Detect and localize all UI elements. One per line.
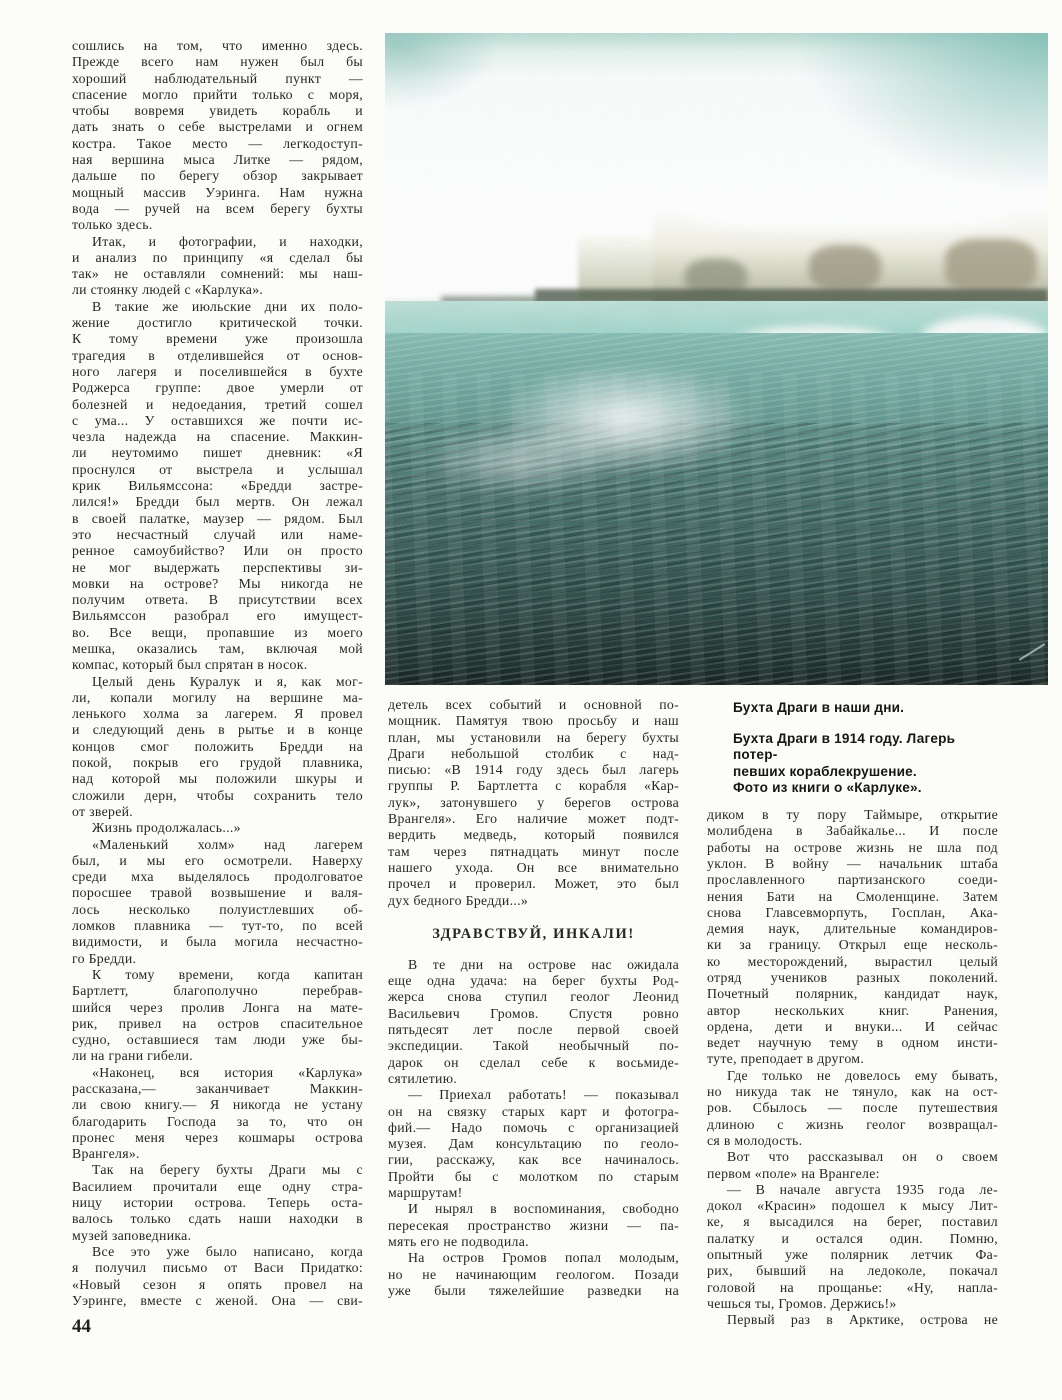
text-line: мощный массив Уэринга. Нам нужна <box>72 184 363 200</box>
text-line: ров. Сбылось — после путешествия <box>707 1100 998 1116</box>
text-line: он на связку старых карт и фотогра- <box>388 1103 679 1119</box>
text-line: жерса снова ступил геолог Леонид <box>388 989 679 1005</box>
text-line: го Бредди. <box>72 950 137 966</box>
text-line: Все это уже было написано, когда <box>92 1243 363 1259</box>
text-line: так» не оставляли сомнений: мы наш- <box>72 266 363 282</box>
text-line: ли, копали могилу на вершине ма- <box>72 689 363 705</box>
text-line: в своей палатке, маузер — рядом. Был <box>72 510 363 526</box>
text-line: ся в молодость. <box>707 1132 803 1148</box>
text-line: «Новый сезон я опять провел на <box>72 1276 363 1292</box>
text-line: получим ответа. В присутствии всех <box>72 592 363 608</box>
text-line: ли на грани гибели. <box>72 1048 193 1064</box>
text-line: и анализ по принципу «я сделал бы <box>72 249 363 265</box>
text-line: дух бедного Бредди...» <box>388 892 529 908</box>
text-column-left <box>72 38 363 1309</box>
text-line: лук», затонувшего у берегов острова <box>388 794 679 810</box>
text-line: чешься ты, Громов. Держись!» <box>707 1295 897 1311</box>
photo-caption-line: Бухта Драги в 1914 году. Лагерь потер- <box>733 731 956 763</box>
text-line: фий.— Надо помочь с организацией <box>388 1119 679 1135</box>
text-line: прославленного партизанского соеди- <box>707 872 998 888</box>
text-line: но никуда так не тянуло, как на ост- <box>707 1084 998 1100</box>
photo-grain-overlay <box>385 33 1048 685</box>
text-line: ке, я высадился на берег, поставил <box>707 1214 998 1230</box>
text-line: Так на берегу бухты Драги мы с <box>92 1162 363 1178</box>
text-line: еще одна удача: на берег бухты Род- <box>388 973 679 989</box>
text-line: уклон. В войну — начальник штаба <box>707 855 998 871</box>
photo-caption-line: Бухта Драги в наши дни. <box>733 700 905 715</box>
text-line: нения Бати на Смоленщине. Затем <box>707 888 998 904</box>
text-column-right <box>707 700 998 1329</box>
text-line: Врангеля». <box>72 1146 140 1162</box>
text-line: во. Все вещи, пропавшие из моего <box>72 624 363 640</box>
text-line: Первый раз в Арктике, острова не <box>727 1312 998 1328</box>
text-line: Василием прочитали еще одну стра- <box>72 1178 363 1194</box>
text-line: но не начинающим геологом. Позади <box>388 1266 679 1282</box>
text-line: чезла надежда на спасение. Маккин- <box>72 429 363 445</box>
text-line: компас, который был спрятан в носок. <box>72 657 308 673</box>
text-line: палатку и остался один. Помню, <box>707 1230 998 1246</box>
text-line: жение достигло критической точки. <box>72 315 363 331</box>
text-line: с ума... У оставшихся же почти ис- <box>72 412 363 428</box>
text-line: демия наук, длительные командиров- <box>707 921 998 937</box>
text-line: ломков плавника — тут-то, по всей <box>72 918 363 934</box>
text-line: судно, оставшиеся там люди уже бы- <box>72 1032 363 1048</box>
text-line: Вот что рассказывал он о своем <box>727 1149 998 1165</box>
section-heading: ЗДРАВСТВУЙ, ИНКАЛИ! <box>432 925 635 942</box>
text-line: ленького холма за лагерем. Я провел <box>72 706 363 722</box>
text-line: Вильямссон разобрал его имущест- <box>72 608 363 624</box>
text-line: музей заповедника. <box>72 1227 192 1243</box>
text-line: ордена, дети и внуки... И сейчас <box>707 1018 998 1034</box>
text-line: детель всех событий и основной по- <box>388 697 679 712</box>
text-line: К тому времени, когда капитан <box>92 966 363 982</box>
text-line: покой, покрыв его грудой плавника, <box>72 755 363 771</box>
text-line: Роджерса группе: двое умерли от <box>72 380 363 396</box>
text-line: сошлись на том, что именно здесь. <box>72 38 363 53</box>
text-line: прочел и проверил. Может, это был <box>388 876 679 892</box>
text-line: опытный уже полярник летчик Фа- <box>707 1247 998 1263</box>
text-line: поросшее травой возвышение и валя- <box>72 885 363 901</box>
text-line: чтобы вовремя увидеть корабль и <box>72 103 363 119</box>
text-line: — В начале августа 1935 года ле- <box>727 1181 998 1197</box>
text-line: рассказана,— заканчивает Маккин- <box>72 1081 363 1096</box>
text-line: диком в ту пору Таймыре, открытие <box>707 807 998 823</box>
text-line: благодарить Господа за то, что он <box>72 1113 363 1129</box>
text-line: ного лагеря и поселившейся в бухте <box>72 363 363 379</box>
text-line: Почетный полярник, кандидат наук, <box>707 986 998 1002</box>
text-line: ли стоянку людей с «Карлука». <box>72 282 264 298</box>
text-line: ли неутомимо пишет дневник: «Я <box>72 445 363 461</box>
text-line: длиною с жизнь геолог возвращал- <box>707 1116 998 1132</box>
text-line: ницу истории острова. Теперь оста- <box>72 1195 363 1211</box>
text-line: И нырял в воспоминания, свободно <box>408 1201 679 1217</box>
text-line: нашего ухода. Он все внимательно <box>388 859 679 875</box>
text-line: ли свою книгу.— Я никогда не устану <box>72 1097 363 1113</box>
text-line: не мог выдержать перспективы зи- <box>72 559 363 575</box>
text-line: рик, привел на остров спасительное <box>72 1015 363 1031</box>
page-number: 44 <box>72 1316 91 1337</box>
text-line: ренное самоубийство? Или он просто <box>72 543 363 559</box>
text-line: Где только не довелось ему бывать, <box>727 1067 998 1083</box>
text-line: вода — ручей на всем берегу бухты <box>72 200 363 216</box>
text-line: болезней и недоедания, третий сошел <box>72 396 363 412</box>
text-line: костра. Такое место — легкодоступ- <box>72 135 363 151</box>
text-line: над которой мы положили шкуры и <box>72 771 363 787</box>
text-line: от зверей. <box>72 803 134 819</box>
text-line: дальше по берегу обзор закрывает <box>72 168 363 184</box>
text-line: работы на острове жизнь не шла под <box>707 839 998 855</box>
text-line: лился!» Бредди был мертв. Он лежал <box>72 494 363 510</box>
photo-caption-line: Фото из книги о «Карлуке». <box>733 779 922 795</box>
photo-caption <box>707 731 998 796</box>
text-line: молибдена в Забайкалье... И после <box>707 823 998 839</box>
text-line: рих, бывший на ледоколе, покачал <box>707 1263 998 1279</box>
text-line: «Маленький холм» над лагерем <box>92 836 363 852</box>
text-line: лось несколько полуистлевших об- <box>72 901 363 917</box>
text-line: На остров Громов попал молодым, <box>408 1250 679 1266</box>
text-line: автор нескольких книг. Ранения, <box>707 1002 998 1018</box>
text-line: вердить медведь, который появился <box>388 827 679 843</box>
text-line: и следующий день в рытье и в конце <box>72 722 363 738</box>
text-line: снова Главсевморпуть, Госплан, Ака- <box>707 904 998 920</box>
text-line: уже были тяжелейшие разведки на <box>388 1282 679 1298</box>
text-line: только здесь. <box>72 217 153 233</box>
text-line: ко месторождений, вырастил целый <box>707 953 998 969</box>
text-line: «Наконец, вся история «Карлука» <box>92 1064 363 1080</box>
text-line: Васильевич Громов. Спустя ровно <box>388 1005 679 1021</box>
text-line: первом «поле» на Врангеле: <box>707 1165 880 1181</box>
text-line: гии, расскажу, как все начиналось. <box>388 1152 679 1168</box>
photo-caption-line: певших кораблекрушение. <box>733 763 917 779</box>
text-line: пронес меня через кошмары острова <box>72 1129 363 1145</box>
text-line: Драги небольшой столбик с над- <box>388 745 679 761</box>
text-line: был, и мы его осмотрели. Наверху <box>72 852 363 868</box>
text-column-middle <box>388 697 679 1299</box>
text-line: проснулся от выстрела и услышал <box>72 461 363 477</box>
text-line: ная вершина мыса Литке — рядом, <box>72 152 363 168</box>
text-line: Бартлетт, благополучно перебрав- <box>72 983 363 999</box>
text-line: я получил письмо от Васи Придатко: <box>72 1260 363 1276</box>
text-line: там через пятнадцать минут после <box>388 843 679 859</box>
text-line: сятилетию. <box>388 1070 458 1086</box>
text-line: пятьдесят лет после первой своей <box>388 1022 679 1038</box>
text-line: Целый день Куралук и я, как мог- <box>92 673 363 689</box>
text-line: музея. Дам консультацию по геоло- <box>388 1136 679 1152</box>
text-line: ведет научную тему в одном инсти- <box>707 1035 998 1051</box>
text-line: сложили дерн, чтобы сохранить тело <box>72 787 363 803</box>
text-line: мешка, оказались там, включая мой <box>72 640 363 656</box>
text-line: писью: «В 1914 году здесь был лагерь <box>388 762 679 778</box>
text-line: видимости, и была могила несчастно- <box>72 934 363 950</box>
text-line: концов смог положить Бредди на <box>72 738 363 754</box>
text-line: дать знать о себе выстрелами и огнем <box>72 119 363 135</box>
text-line: экспедиции. Такой необычный по- <box>388 1038 679 1054</box>
text-line: Уэринге, вместе с женой. Она — сви- <box>72 1292 363 1308</box>
photo-caption <box>707 700 998 716</box>
text-line: Прежде всего нам нужен был бы <box>72 54 363 70</box>
text-line: хороший наблюдательный пункт — <box>72 70 363 86</box>
text-line: среди мха выделялось продолговатое <box>72 869 363 885</box>
text-line: Пройти бы с молотком по старым <box>388 1168 679 1184</box>
text-line: Врангеля». Его наличие может подт- <box>388 811 679 827</box>
text-line: маршрутам! <box>388 1185 463 1201</box>
text-line: отряд учеников разных поколений. <box>707 969 998 985</box>
text-line: мовки на острове? Мы никогда не <box>72 575 363 591</box>
text-line: крик Вильямссона: «Бредди застре- <box>72 478 363 494</box>
text-line: валось только сдать наши находки в <box>72 1211 363 1227</box>
text-line: план, мы установили на берегу бухты <box>388 729 679 745</box>
bay-photo <box>385 33 1048 685</box>
text-line: К тому времени уже произошла <box>72 331 363 347</box>
text-line: группы Р. Бартлетта с корабля «Кар- <box>388 778 679 794</box>
text-line: трагедия в отделившейся от основ- <box>72 347 363 363</box>
text-line: В те дни на острове нас ожидала <box>408 956 679 972</box>
text-line: докол «Красин» подошел к мысу Лит- <box>707 1198 998 1214</box>
text-line: это несчастный случай или наме- <box>72 526 363 542</box>
text-line: ки за границу. Открыл еще несколь- <box>707 937 998 953</box>
text-line: В такие же июльские дни их поло- <box>92 298 363 314</box>
text-line: — Приехал работать! — показывал <box>408 1087 679 1103</box>
text-line: шийся через пролив Лонга на мате- <box>72 999 363 1015</box>
text-line: дарок он сделал себе к восьмиде- <box>388 1054 679 1070</box>
text-line: спасение могло прийти только с моря, <box>72 86 363 102</box>
text-line: пересекая пространство жизни — па- <box>388 1217 679 1233</box>
text-line: мощник. Памятуя твою просьбу и наш <box>388 713 679 729</box>
text-line: головой на прощанье: «Ну, напла- <box>707 1279 998 1295</box>
text-line: Итак, и фотографии, и находки, <box>92 233 363 249</box>
text-line: мять его не подводила. <box>388 1233 529 1249</box>
text-line: Жизнь продолжалась...» <box>92 820 241 836</box>
text-line: туте, преподает в другом. <box>707 1051 865 1067</box>
